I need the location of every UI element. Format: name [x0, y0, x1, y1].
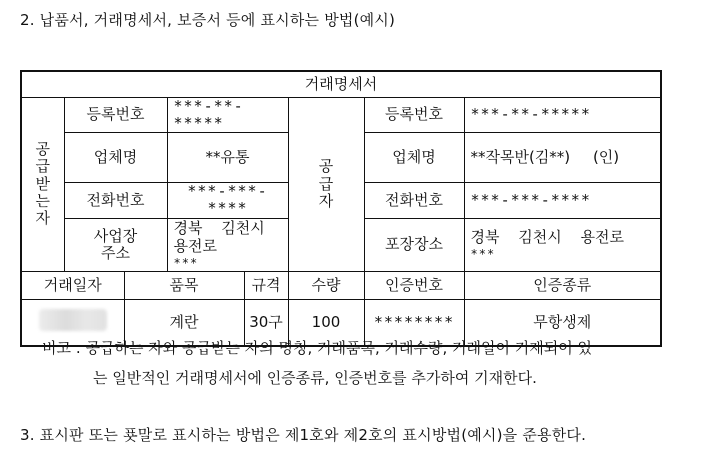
note-line-2: 는 일반적인 거래명세서에 인증종류, 인증번호를 추가하여 기재한다.	[93, 369, 537, 387]
supplier-company-value: **작목반(김**)	[470, 147, 571, 166]
buyer-label: 공 급 받 는 자	[21, 97, 64, 272]
buyer-address-label: 사업장 주소	[64, 218, 167, 272]
redacted-date	[39, 309, 107, 331]
supplier-company-label: 업체명	[364, 133, 464, 183]
col-certtype-header: 인증종류	[464, 272, 661, 300]
row-item-value: 계란	[124, 300, 244, 346]
supplier-reg-value: ***-**-*****	[464, 97, 661, 133]
buyer-phone-label: 전화번호	[64, 183, 167, 219]
seal-mark: (인)	[592, 147, 620, 166]
supplier-place-label: 포장장소	[364, 218, 464, 272]
buyer-address-value: 경북 김천시 용전로 ***	[167, 218, 288, 272]
col-spec-header: 규격	[244, 272, 288, 300]
col-item-header: 품목	[124, 272, 244, 300]
buyer-company-label: 업체명	[64, 133, 167, 183]
buyer-reg-label: 등록번호	[64, 97, 167, 133]
buyer-reg-value: ***-**-*****	[167, 97, 288, 133]
supplier-reg-label: 등록번호	[364, 97, 464, 133]
table-title: 거래명세서	[21, 71, 661, 97]
section-3-heading: 3. 표시판 또는 푯말로 표시하는 방법은 제1호와 제2호의 표시방법(예시)을 준용한다.	[20, 426, 587, 444]
col-certno-header: 인증번호	[364, 272, 464, 300]
row-certtype-value: 무항생제	[464, 300, 661, 346]
note-line-1: 비고 : 공급하는 자와 공급받는 자의 명칭, 거래품목, 거래수량, 거래일이 기재되어 있	[42, 339, 592, 357]
transaction-statement-table	[20, 70, 662, 347]
supplier-address-value: 경북 김천시 용전로 ***	[464, 218, 661, 272]
row-spec-value: 30구	[244, 300, 288, 346]
buyer-phone-value: ***-***-****	[167, 183, 288, 219]
section-2-heading: 2. 납품서, 거래명세서, 보증서 등에 표시하는 방법(예시)	[20, 11, 396, 29]
buyer-company-value: **유통	[167, 133, 288, 183]
supplier-phone-label: 전화번호	[364, 183, 464, 219]
supplier-phone-value: ***-***-****	[464, 183, 661, 219]
col-date-header: 거래일자	[21, 272, 124, 300]
row-qty-value: 100	[288, 300, 364, 346]
supplier-company-cell	[464, 133, 661, 183]
row-certno-value: ********	[364, 300, 464, 346]
col-qty-header: 수량	[288, 272, 364, 300]
supplier-label: 공 급 자	[288, 97, 364, 272]
